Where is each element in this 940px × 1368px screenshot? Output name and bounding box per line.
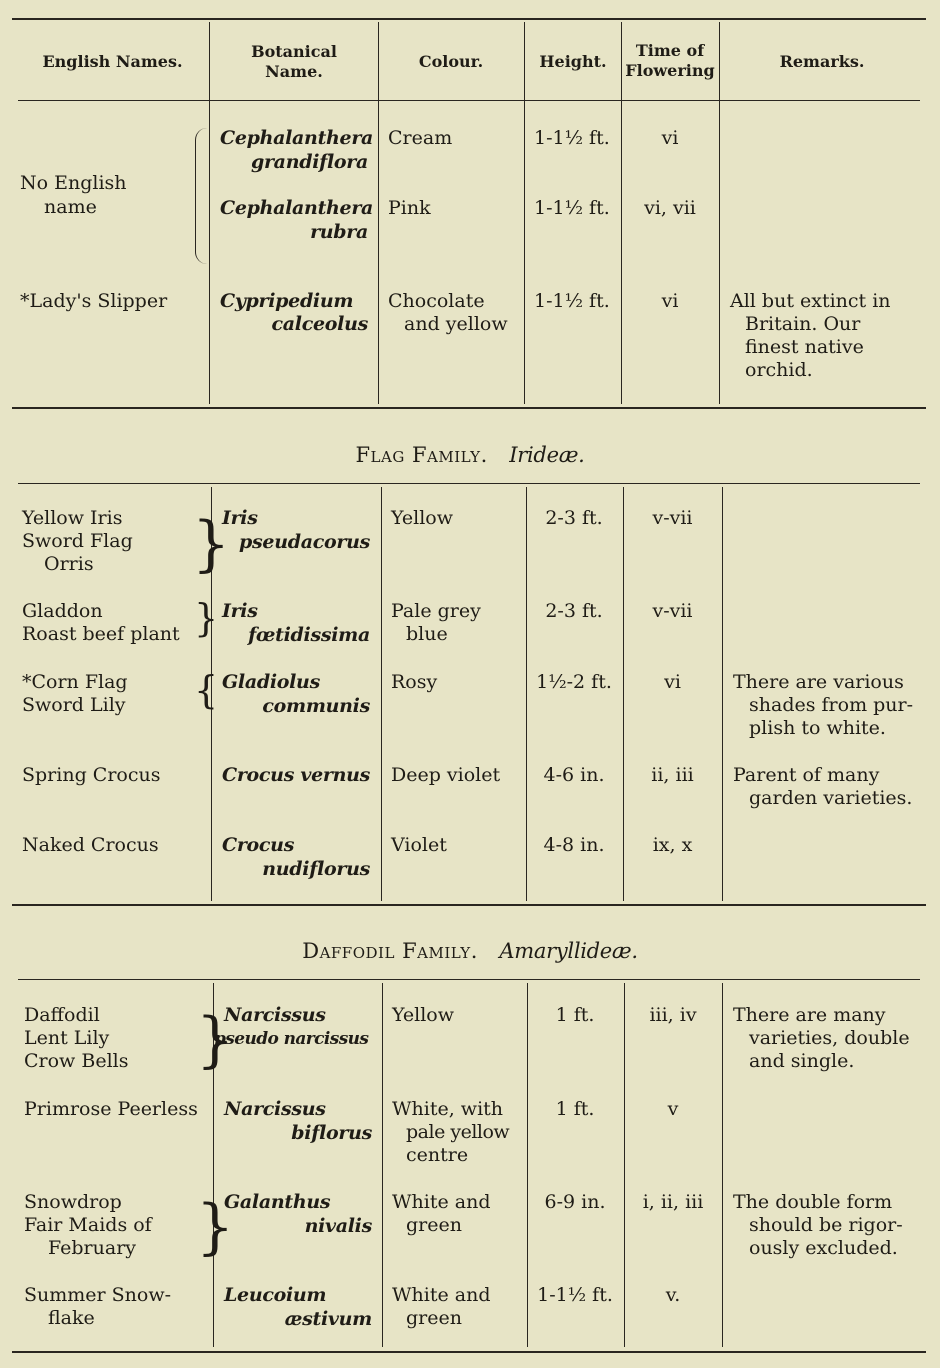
english-name: Lent Lily [24, 1027, 110, 1049]
botanical-name: Cephalanthera [220, 127, 374, 149]
english-name: Sword Flag [22, 530, 133, 552]
height-value: 1-1½ ft. [534, 197, 610, 219]
colour-value: green [406, 1214, 462, 1236]
botanical-name: Narcissus [224, 1098, 326, 1120]
english-name: Fair Maids of [24, 1214, 152, 1236]
header-time-2: Flowering [625, 61, 715, 80]
colour-value: and yellow [404, 313, 508, 335]
remarks-text: orchid. [745, 359, 813, 381]
botanical-name: rubra [310, 221, 368, 243]
botanical-name: Iris [222, 507, 258, 529]
english-name: Daffodil [24, 1004, 100, 1026]
colour-value: White and [392, 1284, 491, 1306]
botanical-name: Cephalanthera [220, 197, 374, 219]
remarks-text: There are many [733, 1004, 886, 1026]
brace-bracket: } [196, 1192, 235, 1262]
section-header-rule [18, 483, 920, 484]
remarks-text: varieties, double [749, 1027, 910, 1049]
colour-value: pale yellow [406, 1121, 510, 1143]
section-rule [12, 904, 926, 906]
section-title-daffodil-family [0, 938, 940, 964]
flowering-time: v. [665, 1284, 681, 1306]
flowering-time: v-vii [652, 600, 693, 622]
height-value: 1 ft. [555, 1004, 595, 1026]
colour-value: Chocolate [388, 290, 485, 312]
botanical-name: Iris [222, 600, 258, 622]
header-time-1: Time of [635, 41, 705, 60]
colour-value: Deep violet [391, 764, 501, 786]
flowering-time: i, ii, iii [642, 1191, 704, 1213]
header-botanical-name-1: Botanical [251, 42, 337, 61]
family-name: Daffodil Family. [302, 939, 478, 963]
remarks-text: garden varieties. [749, 787, 913, 809]
colour-value: Cream [388, 127, 453, 149]
colour-value: Pale grey [391, 600, 481, 622]
flowering-time: vi [661, 290, 679, 312]
colour-value: centre [406, 1144, 469, 1166]
flowering-time: ix, x [652, 834, 693, 856]
height-value: 1½-2 ft. [536, 671, 612, 693]
header-height: Height. [539, 52, 607, 71]
botanical-name: Crocus vernus [222, 764, 371, 786]
colour-value: Yellow [391, 507, 453, 529]
english-name: Snowdrop [24, 1191, 122, 1213]
botanical-name: Cypripedium [220, 290, 354, 312]
height-value: 2-3 ft. [545, 600, 603, 622]
botanical-name: Narcissus [224, 1004, 326, 1026]
english-name: *Corn Flag [22, 671, 128, 693]
botanical-name: æstivum [284, 1308, 372, 1330]
botanical-name: communis [262, 695, 370, 717]
english-name: No English [20, 172, 127, 194]
remarks-text: There are various [733, 671, 904, 693]
english-name: Naked Crocus [22, 834, 159, 856]
botanical-name: Crocus [222, 834, 295, 856]
flowering-time: iii, iv [649, 1004, 697, 1026]
section-title-flag-family [0, 442, 940, 468]
colour-value: Pink [388, 197, 431, 219]
botanical-name: Leucoium [224, 1284, 327, 1306]
col-rule [722, 487, 723, 901]
botanical-name: fœtidissima [248, 624, 370, 646]
colour-value: White and [392, 1191, 491, 1213]
height-value: 1 ft. [555, 1098, 595, 1120]
remarks-text: Parent of many [733, 764, 880, 786]
remarks-text: plish to white. [749, 717, 886, 739]
col-rule [722, 983, 723, 1347]
flowering-time: vi, vii [644, 197, 696, 219]
english-name: Gladdon [22, 600, 103, 622]
botanical-name: grandiflora [250, 151, 368, 173]
botanical-name: Gladiolus [222, 671, 320, 693]
family-latin: Amaryllideæ. [499, 939, 638, 963]
english-name: Summer Snow- [24, 1284, 172, 1306]
header-english-names: English Names. [42, 52, 183, 71]
col-rule [719, 22, 720, 404]
english-name: Orris [44, 553, 94, 575]
col-rule [378, 22, 379, 404]
english-name: Yellow Iris [22, 507, 123, 529]
english-name: Roast beef plant [22, 623, 180, 645]
header-botanical-name-2: Name. [265, 62, 323, 81]
colour-value: Yellow [392, 1004, 454, 1026]
english-name: Crow Bells [24, 1050, 129, 1072]
botanical-name: calceolus [271, 313, 368, 335]
botanical-name: nivalis [304, 1215, 372, 1237]
botanical-name: Galanthus [224, 1191, 331, 1213]
colour-value: blue [406, 623, 448, 645]
colour-value: White, with [392, 1098, 504, 1120]
english-name: Sword Lily [22, 694, 126, 716]
remarks-text: finest native [745, 336, 864, 358]
english-name: February [48, 1237, 137, 1259]
botanical-name: pseudacorus [239, 531, 370, 553]
brace-bracket [195, 128, 208, 264]
remarks-text: shades from pur- [749, 694, 914, 716]
english-name: Primrose Peerless [24, 1098, 198, 1120]
family-latin: Irideæ. [509, 443, 585, 467]
family-name: Flag Family. [355, 443, 488, 467]
remarks-text: ously excluded. [749, 1237, 898, 1259]
col-rule [209, 22, 210, 404]
height-value: 4-8 in. [543, 834, 605, 856]
height-value: 4-6 in. [543, 764, 605, 786]
top-rule [12, 18, 926, 20]
flowering-time: ii, iii [651, 764, 694, 786]
header-remarks: Remarks. [779, 52, 865, 71]
botanical-name: biflorus [291, 1122, 372, 1144]
english-name: name [44, 196, 97, 218]
bottom-rule [12, 1351, 926, 1353]
colour-value: Violet [391, 834, 447, 856]
remarks-text: All but extinct in [730, 290, 891, 312]
header-rule [18, 100, 920, 101]
section-header-rule [18, 979, 920, 980]
brace-bracket: { [194, 668, 219, 712]
col-rule [382, 983, 383, 1347]
brace-bracket: } [194, 596, 219, 640]
flowering-time: v-vii [652, 507, 693, 529]
flowering-time: vi [664, 671, 681, 693]
remarks-text: and single. [749, 1050, 855, 1072]
brace-bracket: } [196, 1005, 235, 1075]
english-name: flake [48, 1307, 95, 1329]
botanical-name: pseudo narcissus [214, 1029, 369, 1049]
remarks-text: The double form [733, 1191, 893, 1213]
section-rule [12, 407, 926, 409]
height-value: 1-1½ ft. [534, 127, 610, 149]
flowering-time: vi [661, 127, 679, 149]
height-value: 2-3 ft. [545, 507, 603, 529]
brace-bracket: } [192, 509, 231, 579]
col-rule [524, 22, 525, 404]
english-name: *Lady's Slipper [20, 290, 168, 312]
english-name: Spring Crocus [22, 764, 161, 786]
remarks-text: Britain. Our [745, 313, 861, 335]
botanical-name: nudiflorus [262, 858, 370, 880]
colour-value: Rosy [391, 671, 438, 693]
height-value: 1-1½ ft. [534, 290, 610, 312]
height-value: 1-1½ ft. [537, 1284, 613, 1306]
header-colour: Colour. [418, 52, 484, 71]
flowering-time: v [667, 1098, 679, 1120]
col-rule [381, 487, 382, 901]
height-value: 6-9 in. [544, 1191, 606, 1213]
remarks-text: should be rigor- [749, 1214, 903, 1236]
colour-value: green [406, 1307, 462, 1329]
